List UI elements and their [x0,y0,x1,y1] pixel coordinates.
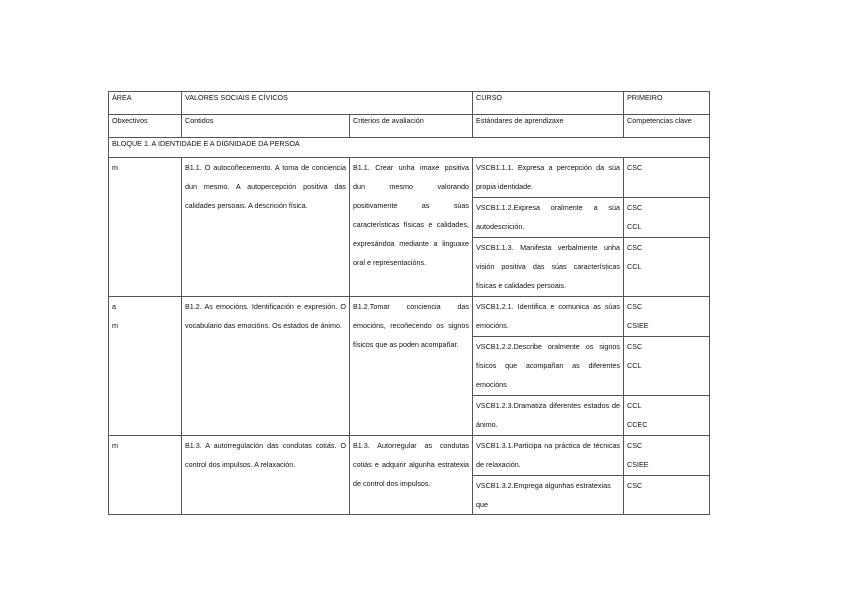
competence-code: CSC [627,342,643,351]
competence-cell [624,436,710,476]
competence-code: CCL [627,262,642,271]
content-cell: B1.3. A autorregulación das condutas cotiás. O control dos impulsos. A relaxación. [182,436,350,515]
competence-cell [624,396,710,436]
column-header-row [109,115,710,138]
competence-cell [624,238,710,297]
content-cell: B1.2. As emocións. Identificación e expresión. O vocabulario das emocións. Os estados de ánimo. [182,297,350,436]
col-objectives: Obxectivos [109,115,182,138]
competence-code: CCL [627,222,642,231]
col-competences: Competencias clave [624,115,710,138]
competence-code: CSC [627,203,643,212]
content-cell: B1.1. O autocoñecemento. A toma de conciencia dun mesmo. A autopercepción positiva das calidades persoais. A descrición física. [182,158,350,297]
standard-cell: VSCB1.2.1. Identifica e comunica as súas emocións. [473,297,624,337]
standard-cell: VSCB1.3.1.Participa na práctica de técnicas de relaxación. [473,436,624,476]
competence-cell [624,297,710,337]
competence-code: CCL [627,401,642,410]
table-row [109,158,710,198]
area-label: ÁREA [109,92,182,115]
criterion-cell: B1.2.Tomar conciencia das emocións, recoñecendo os signos físicos que as poden acompañar. [350,297,473,436]
objectives-cell [109,436,182,515]
competence-cell [624,158,710,198]
curriculum-table [108,91,710,515]
competence-cell [624,198,710,238]
competence-cell [624,476,710,515]
criterion-cell: B1.1. Crear unha imaxe positiva dun mesmo valorando positivamente as súas características físicas e calidades, expresándoa mediante a linguaxe oral e representacións. [350,158,473,297]
objectives-cell [109,297,182,436]
competence-code: CCL [627,361,642,370]
competence-code: CSC [627,163,643,172]
col-contents: Contidos [182,115,350,138]
standard-cell: VSCB1.2.2.Describe oralmente os signos físicos que acompañan as diferentes emocións [473,337,624,396]
block-title-row [109,138,710,158]
competence-code: CSC [627,481,643,490]
objective-code: m [112,321,118,330]
objective-code: m [112,163,118,172]
competence-code: CSIEE [627,460,649,469]
course-value: PRIMEIRO [624,92,710,115]
table-row [109,297,710,337]
table-row [109,436,710,476]
col-standards: Estándares de aprendizaxe [473,115,624,138]
competence-cell [624,337,710,396]
block-title: BLOQUE 1. A IDENTIDADE E A DIGNIDADE DA PERSOA [109,138,710,158]
competence-code: CSC [627,302,643,311]
col-criteria: Criterios de avaliación [350,115,473,138]
objective-code: a [112,302,116,311]
competence-code: CSC [627,243,643,252]
standard-cell: VSCB1.3.2.Emprega algunhas estratexias que [473,476,624,515]
objective-code: m [112,441,118,450]
standard-cell: VSCB1.1.2.Expresa oralmente a súa autodescrición. [473,198,624,238]
area-value: VALORES SOCIAIS E CÍVICOS [182,92,473,115]
competence-code: CCEC [627,420,648,429]
standard-cell: VSCB1.2.3.Dramatiza diferentes estados de ánimo. [473,396,624,436]
course-label: CURSO [473,92,624,115]
competence-code: CSIEE [627,321,649,330]
standard-cell: VSCB1.1.3. Manifesta verbalmente unha visión positiva das súas características físicas e calidades persoais. [473,238,624,297]
criterion-cell: B1.3. Autorregular as condutas cotiás e adquirir algunha estratexia de control dos impulsos. [350,436,473,515]
competence-code: CSC [627,441,643,450]
standard-cell: VSCB1.1.1. Expresa a percepción da súa propia identidade. [473,158,624,198]
objectives-cell [109,158,182,297]
header-row [109,92,710,115]
